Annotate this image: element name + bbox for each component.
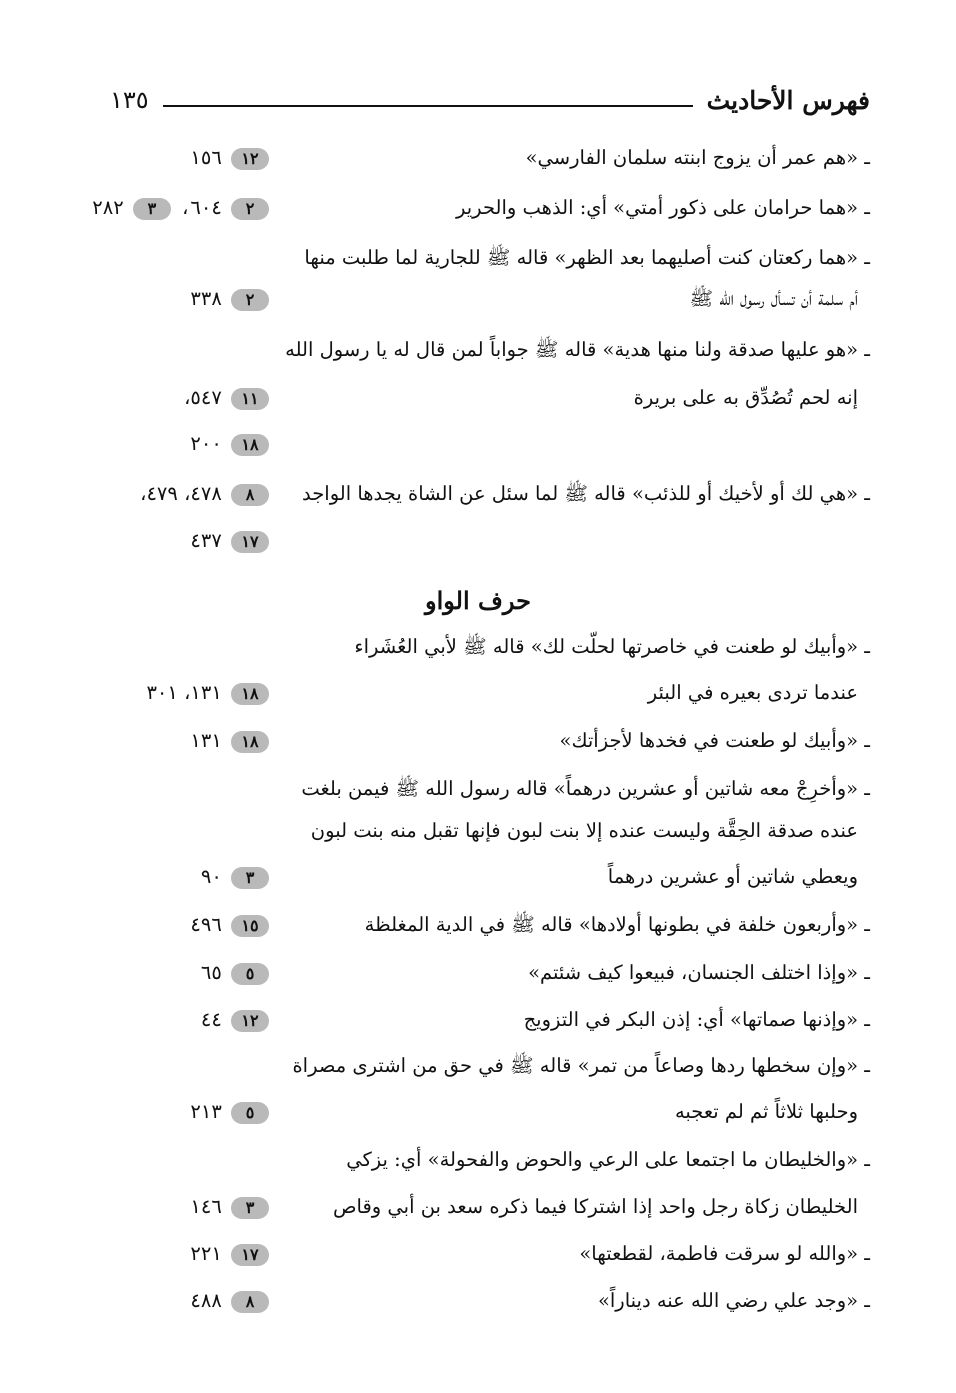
entry-text: وحلبها ثلاثاً ثم لم تعجبه xyxy=(674,1100,858,1123)
entry-text: ـ «هم عمر أن يزوج ابنته سلمان الفارسي» xyxy=(525,146,870,169)
volume-badge: ٣ xyxy=(133,198,171,220)
entry-text: ـ «وأربعون خلفة في بطونها أولادها» قاله ﷺ في الدية المغلظة xyxy=(364,913,870,936)
section-title: حرف الواو xyxy=(425,586,531,615)
entry-text: ـ «والخليطان ما اجتمعا على الرعي والحوض والفحولة» أي: يزكي xyxy=(346,1148,870,1171)
volume-badge: ٨ xyxy=(231,1291,269,1313)
page-numbers: ٤٨٨ xyxy=(190,1289,228,1312)
entry-reference xyxy=(140,471,272,517)
entry-text: إنه لحم تُصُدِّق به على بريرة xyxy=(633,386,858,409)
entry-reference xyxy=(190,518,272,564)
entry-reference xyxy=(190,421,272,467)
page-numbers: ٤٤ xyxy=(200,1008,228,1031)
volume-badge: ١١ xyxy=(231,388,269,410)
entry-text: ـ «هما حرامان على ذكور أمتي» أي: الذهب والحرير xyxy=(456,196,870,219)
entry-text: ـ «وإذا اختلف الجنسان، فبيعوا كيف شئتم» xyxy=(528,961,870,984)
entry-reference xyxy=(190,1278,272,1324)
volume-badge: ١٧ xyxy=(231,1244,269,1266)
entry-text: ـ «وجد علي رضي الله عنه ديناراً» xyxy=(597,1289,870,1312)
entry-text: الخليطان زكاة رجل واحد إذا اشتركا فيما ذكره سعد بن أبي وقاص xyxy=(332,1195,858,1218)
page-numbers: ٤٩٦ xyxy=(190,913,228,936)
entry-reference xyxy=(146,670,272,716)
entry-reference xyxy=(190,1184,272,1230)
page-numbers: ٦٠٤ xyxy=(190,196,228,219)
volume-badge: ٢ xyxy=(231,198,269,220)
entry-reference xyxy=(190,276,272,322)
page-numbers: ١٤٦ xyxy=(190,1195,228,1218)
page-numbers: ٢٢١ xyxy=(190,1242,228,1265)
entry-reference xyxy=(190,135,272,181)
entry-reference xyxy=(184,375,272,421)
entry-text: ـ «هو عليها صدقة ولنا منها هدية» قاله ﷺ جواباً لمن قال له يا رسول الله xyxy=(285,338,870,361)
page-numbers: ٩٠ xyxy=(200,865,228,888)
page-header xyxy=(110,80,870,120)
entry-text: ـ «والله لو سرقت فاطمة، لقطعتها» xyxy=(579,1242,870,1265)
volume-badge: ٥ xyxy=(231,963,269,985)
entry-text: ـ «هما ركعتان كنت أصليهما بعد الظهر» قاله ﷺ للجارية لما طلبت منها xyxy=(304,246,870,269)
reference-separator: ، xyxy=(175,196,189,219)
entry-text: ويعطي شاتين أو عشرين درهماً xyxy=(607,865,858,888)
volume-badge: ٢ xyxy=(231,289,269,311)
header-rule xyxy=(163,105,693,107)
entry-reference xyxy=(190,718,272,764)
page-numbers: ٢٠٠ xyxy=(190,432,228,455)
entry-text: ـ «وإن سخطها ردها وصاعاً من تمر» قاله ﷺ في حق من اشترى مصراة xyxy=(292,1054,870,1077)
volume-badge: ١٧ xyxy=(231,531,269,553)
page-numbers: ١٣١، ٣٠١ xyxy=(146,681,228,704)
page-numbers: ١٣١ xyxy=(190,729,228,752)
entry-reference xyxy=(190,1231,272,1277)
page-number: ١٣٥ xyxy=(110,86,149,114)
volume-badge: ١٨ xyxy=(231,434,269,456)
page-numbers: ٣٣٨ xyxy=(190,287,228,310)
page-numbers: ٤٣٧ xyxy=(190,529,228,552)
volume-badge: ١٢ xyxy=(231,1010,269,1032)
page-numbers: ٥٤٧، xyxy=(184,386,228,409)
volume-badge: ٣ xyxy=(231,867,269,889)
entry-reference xyxy=(201,997,272,1043)
volume-badge: ١٢ xyxy=(231,148,269,170)
volume-badge: ١٥ xyxy=(231,915,269,937)
entry-reference xyxy=(201,950,272,996)
entry-reference xyxy=(92,185,272,231)
page-numbers: ٤٧٨، ٤٧٩، xyxy=(140,482,228,505)
page-numbers: ٦٥ xyxy=(200,961,228,984)
entry-text: ـ «وإذنها صماتها» أي: إذن البكر في التزويج xyxy=(523,1008,870,1031)
entry-reference xyxy=(190,1089,272,1135)
volume-badge: ١٨ xyxy=(231,683,269,705)
page-numbers: ١٥٦ xyxy=(190,146,228,169)
entry-reference xyxy=(201,854,272,900)
entry-text: ـ «وأخرِجْ معه شاتين أو عشرين درهماً» قاله رسول الله ﷺ فيمن بلغت xyxy=(301,777,870,800)
entry-text: عندما تردى بعيره في البئر xyxy=(647,681,858,704)
volume-badge: ٨ xyxy=(231,484,269,506)
volume-badge: ٣ xyxy=(231,1197,269,1219)
page-numbers: ٢٨٢ xyxy=(92,196,130,219)
page-numbers: ٢١٣ xyxy=(190,1100,228,1123)
entry-text: أم سلمة أن تسأل رسول الله ﷺ xyxy=(689,287,858,310)
entry-text: ـ «هي لك أو لأخيك أو للذئب» قاله ﷺ لما سئل عن الشاة يجدها الواجد xyxy=(301,482,870,505)
volume-badge: ١٨ xyxy=(231,731,269,753)
entry-text: ـ «وأبيك لو طعنت في فخدها لأجزأتك» xyxy=(559,729,870,752)
volume-badge: ٥ xyxy=(231,1102,269,1124)
page-title: فهرس الأحاديث xyxy=(706,85,870,115)
entry-reference xyxy=(190,902,272,948)
entry-text: عنده صدقة الحِقَّة وليست عنده إلا بنت لبون فإنها تقبل منه بنت لبون xyxy=(310,819,858,842)
entry-text: ـ «وأبيك لو طعنت في خاصرتها لحلّت لك» قاله ﷺ لأبي العُشَراء xyxy=(354,635,870,658)
